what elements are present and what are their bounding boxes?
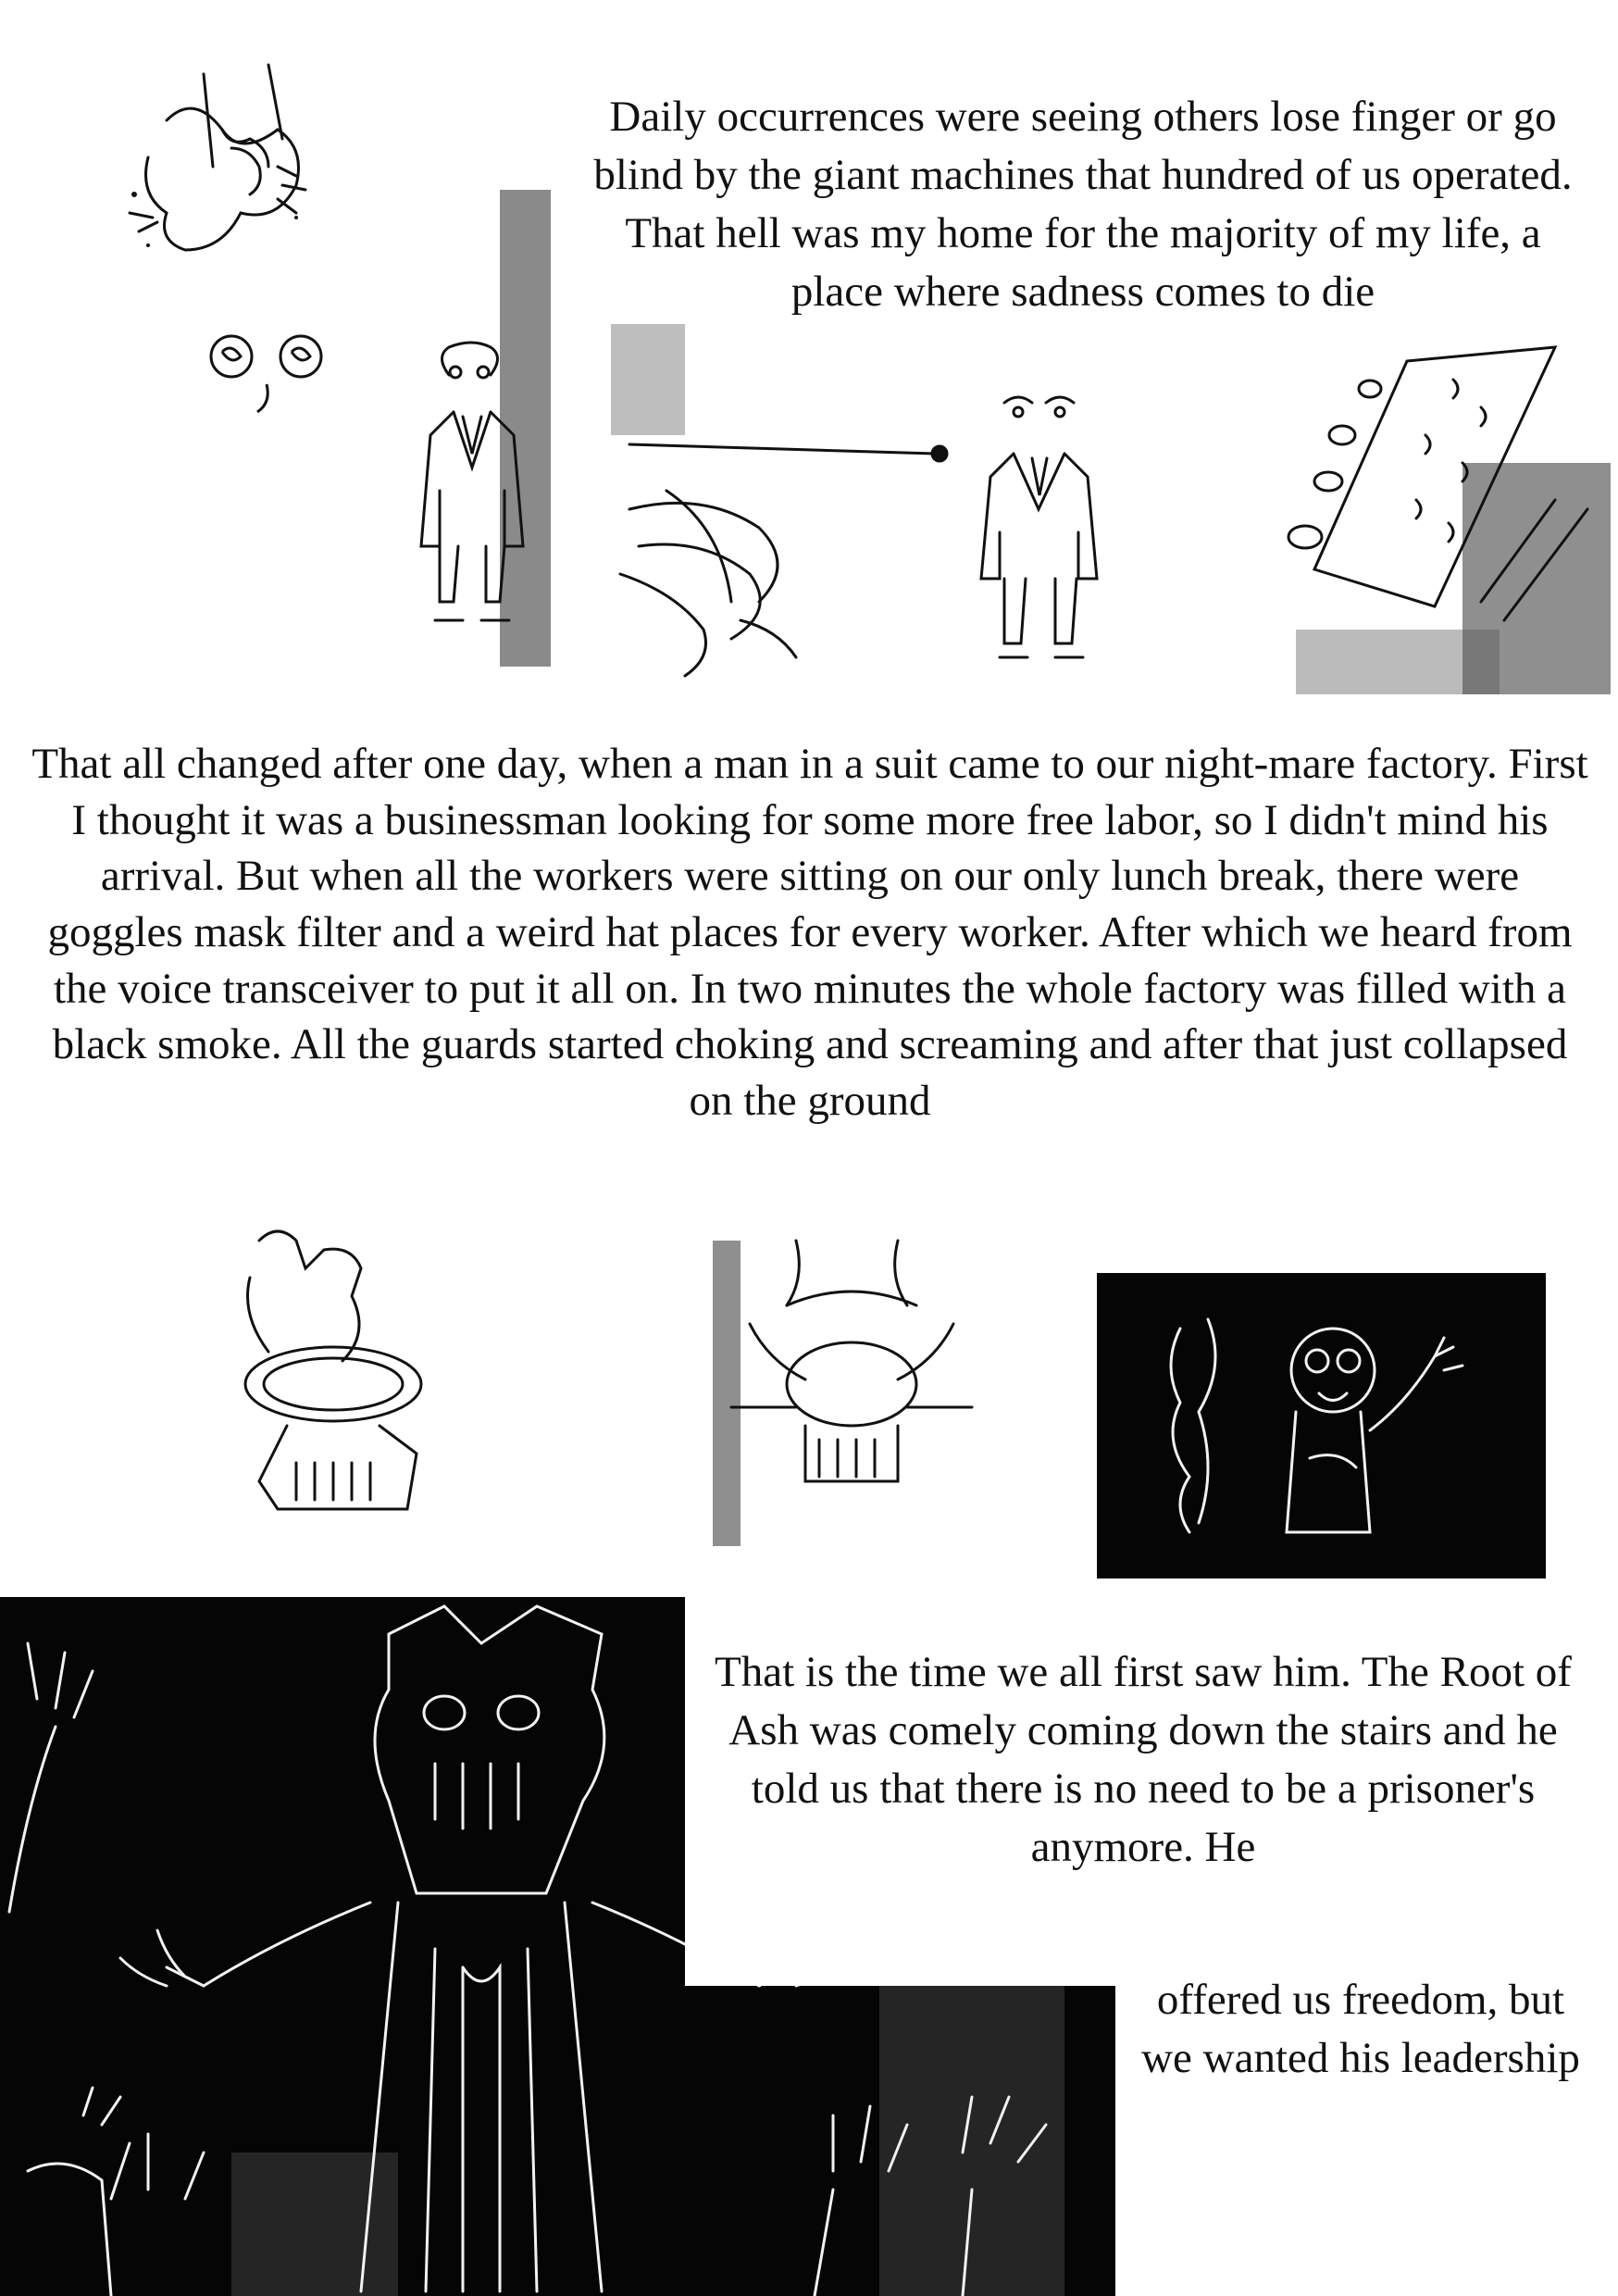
choking-worker-sketch-icon: [1097, 1273, 1546, 1578]
pill-tray-sketch-icon: [1277, 324, 1611, 694]
hand-machine-sketch-icon: [111, 56, 342, 287]
narration-paragraph-1: Daily occurrences were seeing others lose finger or go blind by the giant machines that hundred of us operated. That hell was my home for the majority of my life, a place where sadness comes to die: [593, 93, 1573, 316]
suit-man-panel: [398, 185, 555, 667]
gasmask-sketch-icon: [713, 1222, 990, 1565]
narration-paragraph-3: That is the time we all first saw him. The Root of Ash was comely coming down the stairs and he told us that there is no need to be a prisoner's anymore. He: [715, 1648, 1572, 1871]
eyes-sketch-icon: [194, 319, 342, 421]
hair-sketch-icon: [611, 324, 981, 685]
narration-paragraph-2: That all changed after one day, when a man in a suit came to our night-mare factory. First I thought it was a businessman looking for some more free labor, so I didn't mind his arrival. But when all the workers were sitting on our only lunch break, there were goggles mask filter and a weird hat places for every worker. After which we heard from the voice transceiver to put it all on. In two minutes the whole factory was filled with a black smoke. All the guards started choking and screaming and after that just collapsed on the ground: [31, 740, 1588, 1125]
suit-man-sketch-icon: [398, 185, 555, 667]
pointing-man-sketch-icon: [963, 380, 1120, 694]
gasmask-sketch-icon: [213, 1222, 454, 1528]
choking-worker-panel: [1097, 1273, 1546, 1578]
narration-paragraph-4: offered us freedom, but we wanted his leadership: [1141, 1976, 1580, 2082]
